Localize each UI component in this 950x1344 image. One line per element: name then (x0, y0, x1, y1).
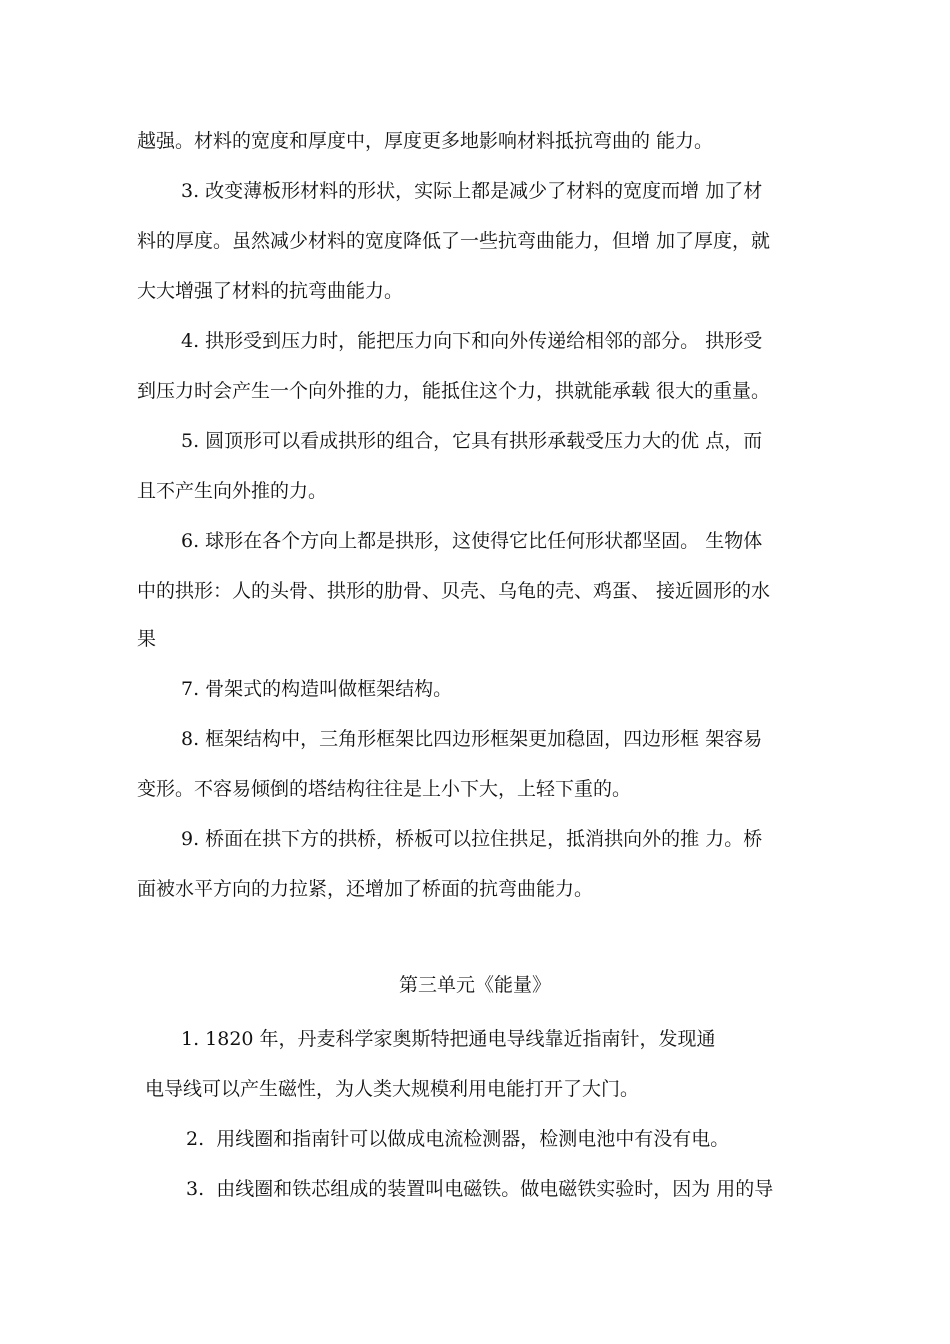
text-line: 料的厚度。虽然减少材料的宽度降低了一些抗弯曲能力，但增 加了厚度，就 (137, 230, 771, 252)
text-line: 3. 由线圈和铁芯组成的装置叫电磁铁。做电磁铁实验时，因为 用的导 (186, 1178, 774, 1200)
text-line: 面被水平方向的力拉紧，还增加了桥面的抗弯曲能力。 (137, 878, 594, 900)
text-line: 7. 骨架式的构造叫做框架结构。 (181, 678, 453, 700)
text-line: 4. 拱形受到压力时，能把压力向下和向外传递给相邻的部分。 拱形受 (181, 330, 763, 352)
text-line: 变形。不容易倾倒的塔结构往往是上小下大，上轻下重的。 (137, 778, 632, 800)
section-three-title: 第三单元《能量》 (398, 974, 551, 996)
text-line: 大大增强了材料的抗弯曲能力。 (137, 280, 404, 302)
text-line: 且不产生向外推的力。 (137, 480, 328, 502)
text-line: 1. 1820 年，丹麦科学家奥斯特把通电导线靠近指南针，发现通 (181, 1028, 716, 1050)
text-line: 2. 用线圈和指南针可以做成电流检测器，检测电池中有没有电。 (186, 1128, 730, 1150)
text-line: 果 (137, 628, 157, 650)
text-line: 电导线可以产生磁性，为人类大规模利用电能打开了大门。 (145, 1078, 640, 1100)
text-line: 中的拱形：人的头骨、拱形的肋骨、贝壳、乌龟的壳、鸡蛋、 接近圆形的水 (137, 580, 771, 602)
text-line: 3. 改变薄板形材料的形状，实际上都是减少了材料的宽度而增 加了材 (181, 180, 763, 202)
text-line: 8. 框架结构中，三角形框架比四边形框架更加稳固，四边形框 架容易 (181, 728, 763, 750)
text-line: 5. 圆顶形可以看成拱形的组合，它具有拱形承载受压力大的优 点，而 (181, 430, 763, 452)
text-line: 越强。材料的宽度和厚度中，厚度更多地影响材料抵抗弯曲的 能力。 (137, 130, 714, 152)
text-line: 到压力时会产生一个向外推的力，能抵住这个力，拱就能承载 很大的重量。 (137, 380, 771, 402)
text-line: 9. 桥面在拱下方的拱桥，桥板可以拉住拱足，抵消拱向外的推 力。桥 (181, 828, 763, 850)
text-line: 6. 球形在各个方向上都是拱形，这使得它比任何形状都坚固。 生物体 (181, 530, 763, 552)
